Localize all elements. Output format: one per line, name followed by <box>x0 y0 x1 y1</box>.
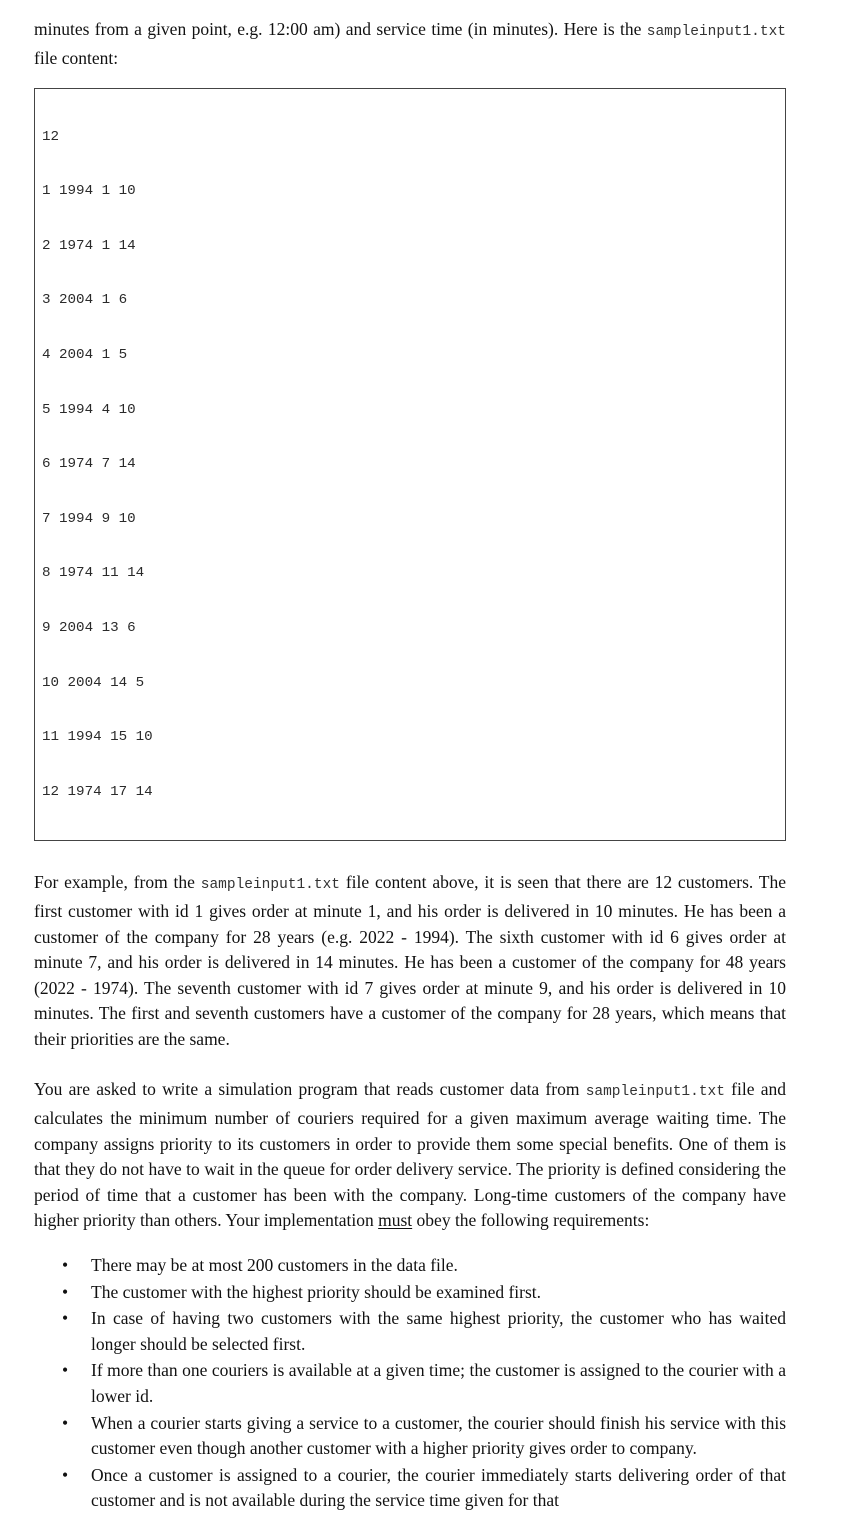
requirement-text: Once a customer is assigned to a courier, the courier immediately starts delivering order of that customer and is not available during the service time given for that <box>91 1464 786 1511</box>
requirement-text: The customer with the highest priority should be examined first. <box>91 1281 542 1302</box>
intro-paragraph <box>34 17 786 71</box>
requirement-text: When a courier starts giving a service to a customer, the courier should finish his service with this customer even though another customer with a higher priority gives order to company. <box>91 1412 786 1459</box>
file-line: 8 1974 11 14 <box>42 565 145 582</box>
file-line: 10 2004 14 5 <box>42 674 145 691</box>
bullet-icon: • <box>62 1281 69 1302</box>
bullet-icon: • <box>62 1308 69 1329</box>
example-filename: sampleinput1.txt <box>200 877 340 894</box>
file-line: 5 1994 4 10 <box>42 401 136 418</box>
bullet-icon: • <box>62 1464 69 1485</box>
requirement-text: There may be at most 200 customers in the data file. <box>91 1255 458 1276</box>
requirement-item <box>34 1463 786 1514</box>
requirement-text: In case of having two customers with the same highest priority, the customer who has waited longer should be selected first. <box>91 1308 786 1354</box>
file-line: 9 2004 13 6 <box>42 619 136 636</box>
task-suffix: obey the following requirements: <box>412 1210 650 1231</box>
requirement-item <box>34 1358 786 1409</box>
requirement-item <box>34 1411 786 1462</box>
task-prefix: You are asked to write a simulation program that reads customer data from <box>34 1079 586 1100</box>
file-line: 12 <box>42 128 60 145</box>
intro-text: minutes from a given point, e.g. 12:00 am) and service time (in minutes). Here is the <box>34 19 642 39</box>
file-content-box <box>34 88 786 841</box>
task-paragraph <box>34 1077 786 1234</box>
document-page <box>34 17 786 1515</box>
bullet-icon: • <box>62 1360 69 1381</box>
example-prefix: For example, from the <box>34 872 201 893</box>
requirement-item <box>34 1306 786 1357</box>
file-line: 4 2004 1 5 <box>42 346 128 363</box>
file-line: 1 1994 1 10 <box>42 183 136 200</box>
task-emphasis: must <box>378 1210 413 1231</box>
requirement-item <box>34 1280 786 1306</box>
requirement-text: If more than one couriers is available at a given time; the customer is assigned to the courier with a lower id. <box>91 1360 786 1406</box>
example-paragraph <box>34 870 786 1052</box>
intro-filename: sampleinput1.txt <box>646 24 786 40</box>
requirement-item <box>34 1253 786 1279</box>
file-line: 11 1994 15 10 <box>42 729 153 746</box>
task-filename: sampleinput1.txt <box>585 1084 725 1101</box>
task-text: file and calculates the minimum number of couriers required for a given maximum average waiting time. The company assigns priority to its customers in order to provide them some special benefits. One of them is that they do not have to wait in the queue for order delivery service. The priority is defined considering the period of time that a customer has been with the company. Long-time customers of the company have higher priority than others. Your implementation <box>34 1079 787 1231</box>
file-line: 12 1974 17 14 <box>42 783 153 800</box>
requirements-list <box>34 1253 786 1514</box>
example-text: file content above, it is seen that there are 12 customers. The first customer with id 1 gives order at minute 1, and his order is delivered in 10 minutes. He has been a customer of the company for 28 years (e.g. 2022 - 1994). The sixth customer with id 6 gives order at minute 7, and his order is delivered in 14 minutes. He has been a customer of the company for 48 years (2022 - 1974). The seventh customer with id 7 gives order at minute 9, and his order is delivered in 10 minutes. The first and seventh customers have a customer of the company for 28 years, which means that their priorities are the same. <box>34 872 786 1049</box>
intro-suffix: file content: <box>34 47 119 68</box>
bullet-icon: • <box>62 1412 69 1433</box>
file-line: 3 2004 1 6 <box>42 292 128 309</box>
file-line: 7 1994 9 10 <box>42 510 136 527</box>
bullet-icon: • <box>62 1255 69 1276</box>
file-line: 6 1974 7 14 <box>42 456 136 473</box>
file-line: 2 1974 1 14 <box>42 237 136 254</box>
